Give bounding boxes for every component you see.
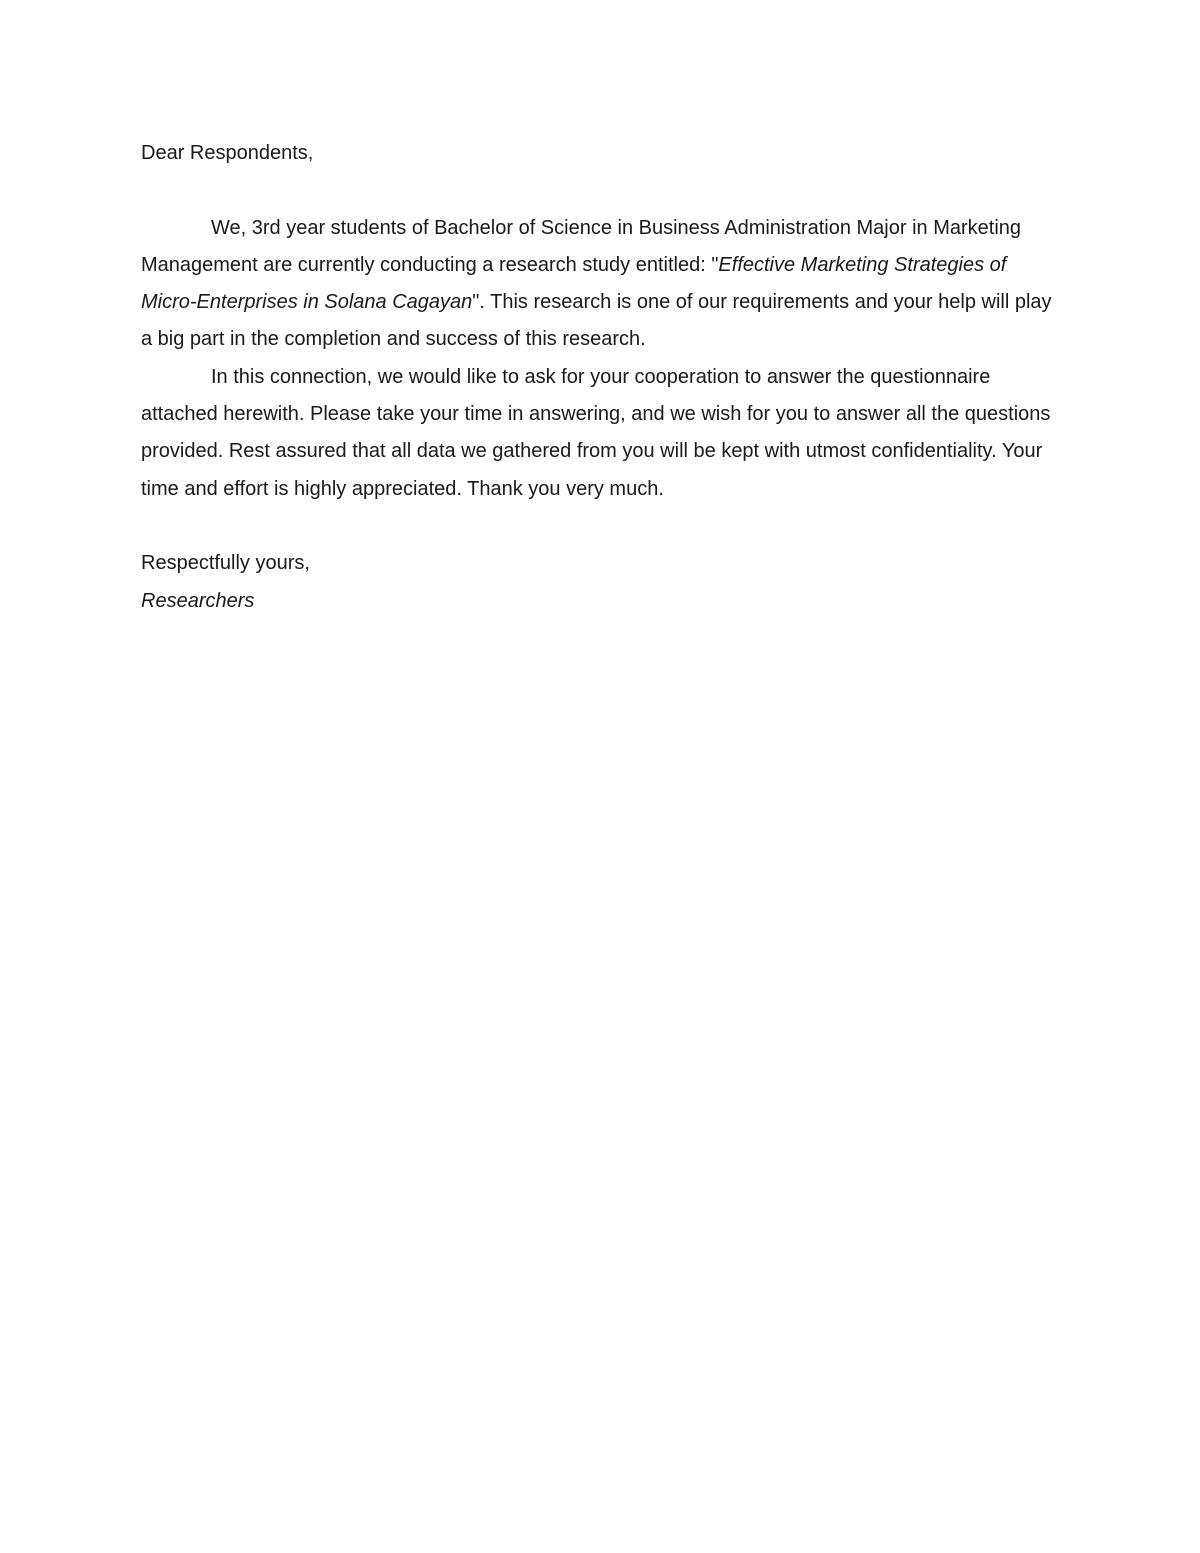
signature: Researchers <box>141 589 255 612</box>
study-title: Effective Marketing Strategies of Micro-Enterprises in Solana Cagayan <box>141 253 1007 314</box>
letter-body <box>141 135 1066 620</box>
paragraph-1 <box>141 210 1066 359</box>
paragraph-1-intro: We, 3rd year students of Bachelor of Science in Business Administration Major in Marketing Management are currently conducting a research study entitled: " <box>141 216 1022 276</box>
blank-line <box>141 172 1066 209</box>
salutation: Dear Respondents, <box>141 142 314 164</box>
blank-line <box>141 508 1066 545</box>
paragraph-1-rest: ". This research is one of our requirements and your help will play a big part in the completion and success of this research. <box>141 291 1052 351</box>
closing: Respectfully yours, <box>141 552 310 575</box>
paragraph-2: In this connection, we would like to ask for your cooperation to answer the questionnaire attached herewith. Please take your time in answering, and we wish for you to answer all the questions provided. Rest assured that all data we gathered from you will be kept with utmost confidentiality. Your time and effort is highly appreciated. Thank you very much. <box>141 365 1051 500</box>
